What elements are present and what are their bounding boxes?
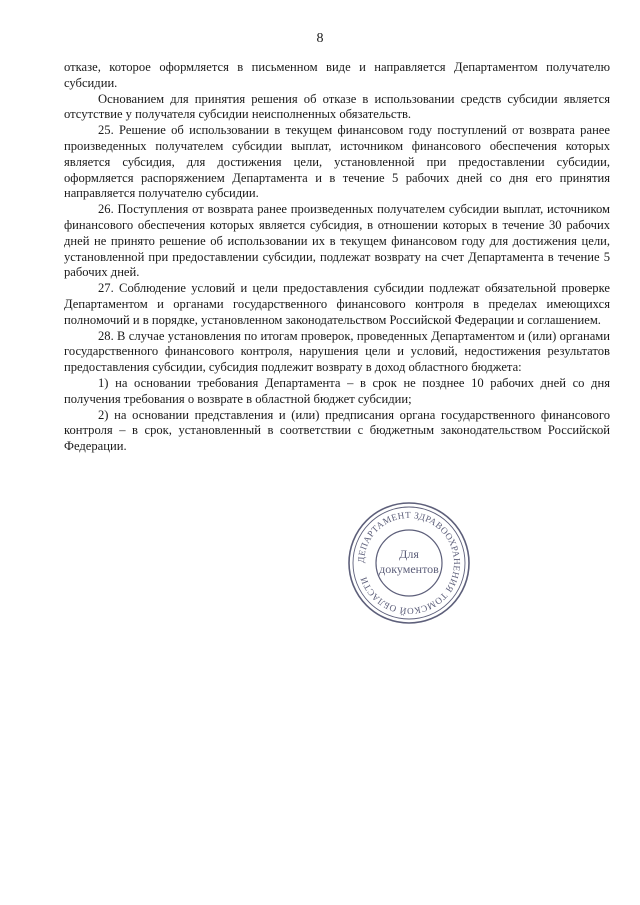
paragraph-continuation: отказе, которое оформляется в письменном виде и направляется Департаментом получателю субсидии. [64, 60, 610, 90]
stamp-center-line-2: документов [379, 562, 439, 576]
paragraph-26: 26. Поступления от возврата ранее произведенных получателем субсидии выплат, источником финансового обеспечения которых является субсидия, в отношении которых в течение 30 рабочих дней не принято решение об использовании их в текущем финансовом году для достижения цели, установленной при предоставлении субсидии, подлежат возврату на счет Департамента в течение 5 рабочих дней. [64, 202, 610, 280]
stamp-ring-text: ДЕПАРТАМЕНТ ЗДРАВООХРАНЕНИЯ ТОМСКОЙ ОБЛАСТИ [355, 509, 463, 617]
paragraph-refusal-basis: Основанием для принятия решения об отказе в использовании средств субсидии является отсутствие у получателя субсидии неисполненных обязательств. [64, 91, 610, 122]
paragraph-25: 25. Решение об использовании в текущем финансовом году поступлений от возврата ранее произведенных получателем субсидии выплат, источником финансового обеспечения которых является субсидия, для достижения цели, установленной при предоставлении субсидии, оформляется распоряжением Департамента и в течение 5 рабочих дней со дня его принятия направляется получателю субсидии. [64, 123, 610, 201]
paragraph-27: 27. Соблюдение условий и цели предоставления субсидии подлежат обязательной проверке Департаментом и органами государственного финансового контроля в пределах имеющихся полномочий и в порядке, установленном законодательством Российской Федерации и соглашением. [64, 281, 610, 327]
stamp-seal-icon [343, 497, 475, 629]
paragraph-28-item-2: 2) на основании представления и (или) предписания органа государственного финансового контроля – в срок, установленный в соответствии с бюджетным законодательством Российской Федерации. [64, 407, 610, 454]
paragraph-28: 28. В случае установления по итогам проверок, проведенных Департаментом и (или) органами государственного финансового контроля, нарушения цели и условий, недостижения результатов предоставления субсидии, субсидия подлежит возврату в доход областного бюджета: [64, 328, 610, 375]
document-body [64, 60, 610, 455]
page-number: 8 [316, 31, 324, 46]
stamp-center-line-1: Для [399, 547, 419, 561]
department-stamp [343, 497, 475, 629]
paragraph-28-item-1: 1) на основании требования Департамента – в срок не позднее 10 рабочих дней со дня получения требования о возврате в областной бюджет субсидии; [64, 375, 610, 406]
